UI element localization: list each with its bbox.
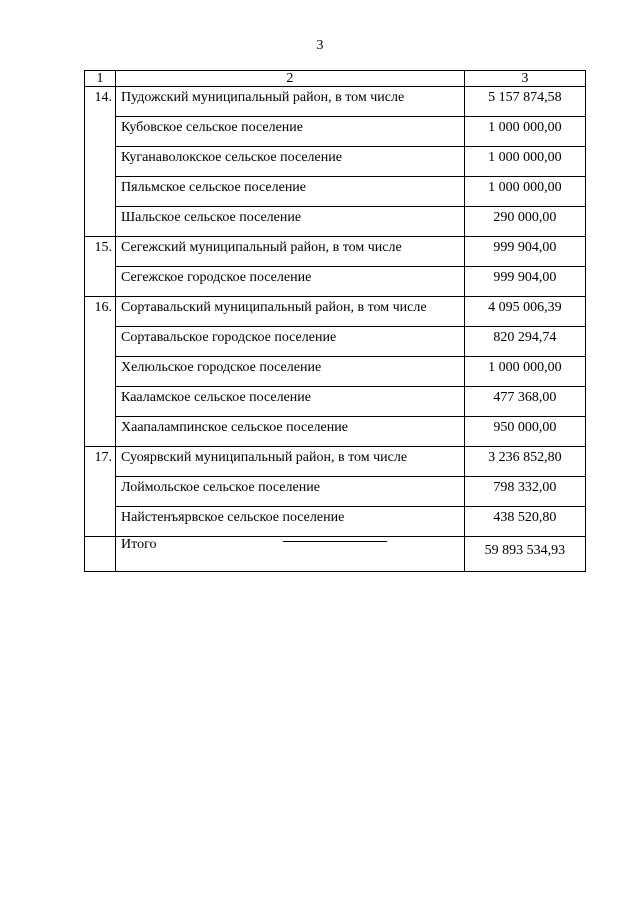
header-col-1: 1 [85,71,116,87]
row-name: Шальское сельское поселение [116,207,465,237]
table-row [85,207,586,237]
row-name: Суоярвский муниципальный район, в том числе [116,447,465,477]
table-row [85,297,586,327]
row-name: Сортавальское городское поселение [116,327,465,357]
table-row [85,387,586,417]
row-value: 1 000 000,00 [464,177,585,207]
table-row [85,117,586,147]
row-number-cell [85,387,116,417]
row-value: 1 000 000,00 [464,147,585,177]
table-row [85,507,586,537]
table-row [85,87,586,117]
table-row [85,357,586,387]
row-name: Пяльмское сельское поселение [116,177,465,207]
row-number-cell [85,207,116,237]
row-number-cell: 14. [85,87,116,117]
row-name: Найстенъярвское сельское поселение [116,507,465,537]
row-number-cell [85,147,116,177]
row-value: 4 095 006,39 [464,297,585,327]
row-value: 820 294,74 [464,327,585,357]
header-col-2: 2 [116,71,465,87]
row-value: 1 000 000,00 [464,357,585,387]
row-number-cell: 15. [85,237,116,267]
table-body [85,87,586,572]
row-number-cell [85,267,116,297]
row-value: 5 157 874,58 [464,87,585,117]
row-value: 798 332,00 [464,477,585,507]
row-name: Сортавальский муниципальный район, в том числе [116,297,465,327]
row-name: Лоймольское сельское поселение [116,477,465,507]
table-row [85,327,586,357]
row-number-cell [85,477,116,507]
row-number-cell [85,327,116,357]
page-number: 3 [316,38,324,53]
row-value: 290 000,00 [464,207,585,237]
table-row [85,447,586,477]
row-value: 477 368,00 [464,387,585,417]
budget-table [84,70,586,572]
row-number-cell [85,117,116,147]
header-col-3: 3 [464,71,585,87]
table-row [85,267,586,297]
table-row [85,237,586,267]
row-name: Куганаволокское сельское поселение [116,147,465,177]
row-number-cell [85,507,116,537]
row-value: 999 904,00 [464,237,585,267]
table-row [85,477,586,507]
row-name: Сегежский муниципальный район, в том числе [116,237,465,267]
total-value: 59 893 534,93 [464,537,585,572]
table-row [85,177,586,207]
row-number-cell: 17. [85,447,116,477]
row-value: 3 236 852,80 [464,447,585,477]
table-row [85,417,586,447]
end-of-document-line [283,541,387,542]
table-header-row [85,71,586,87]
row-value: 999 904,00 [464,267,585,297]
row-value: 950 000,00 [464,417,585,447]
row-name: Сегежское городское поселение [116,267,465,297]
row-number-cell [85,177,116,207]
total-num-cell [85,537,116,572]
row-number-cell [85,417,116,447]
row-number-cell: 16. [85,297,116,327]
row-value: 438 520,80 [464,507,585,537]
row-name: Кааламское сельское поселение [116,387,465,417]
row-name: Хелюльское городское поселение [116,357,465,387]
row-name: Хаапалампинское сельское поселение [116,417,465,447]
table-row [85,147,586,177]
row-name: Кубовское сельское поселение [116,117,465,147]
row-value: 1 000 000,00 [464,117,585,147]
row-number-cell [85,357,116,387]
row-name: Пудожский муниципальный район, в том числе [116,87,465,117]
total-label: Итого [116,537,465,572]
